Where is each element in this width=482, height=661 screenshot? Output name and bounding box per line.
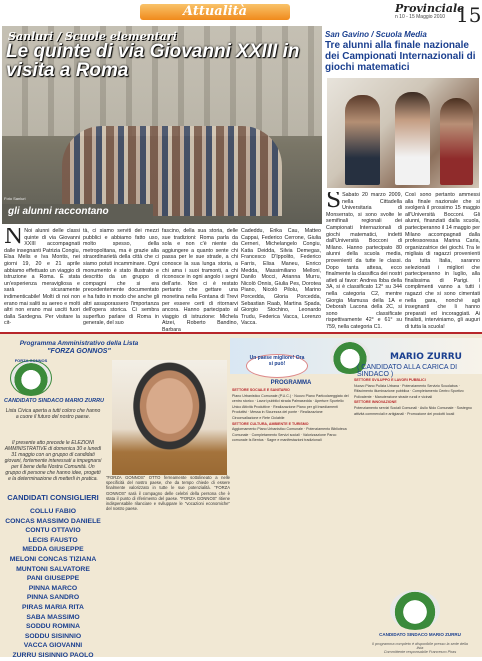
candidate-portrait: [112, 360, 227, 475]
drop-cap: S: [326, 192, 342, 213]
ad-program-title: Programma Amministrativo della Lista: [19, 340, 139, 347]
ad-intro-2: Il presente atto precede le ELEZIONI AMMINISTRATIVE di domenica 30 e lunedì 31 maggio con un gruppo di candidati giovani, fortemente interessati a impegnarsi per il bene della Nostra Comunità. Un gruppo di persone che hanno idee, progetti e la determinazione di metterli in pratica.: [4, 440, 102, 482]
student-figure: [440, 98, 473, 185]
list-item: PINNA MARCO: [28, 584, 78, 592]
slogan-bubble: Un paese migliore! Ora si può!: [246, 354, 308, 378]
list-item: MELONI CONCAS TIZIANA: [9, 555, 97, 563]
student-figure: [395, 92, 430, 185]
article-column-4: Cadeddu, Erika Cau, Matteo Cappai, Federico Cerrone, Giulia Cerneri, Michelangelo Congiu, Katia Deidda, Silvia Demegas, Francesco D'Ippolito, Federico Farris, Elisa Maneu, Enrico Medda, Massimiliano Melloni, Danilo Mocci, Arianna Murru, Nicolò Onnis, Giulia Pes, Dorotea Piano, Nicolò Pilolu, Marino Porcedda, Gloria Porcedda, Sebastian Raab, Martina Spada, Giorgio Stochino, Leonardo Trudu, Federica Vacca, Lorenzo Vacca.: [241, 228, 321, 327]
list-item: PIRAS MARIA RITA: [22, 603, 84, 611]
candidate-subtitle: ( CANDIDATO ALLA CARICA DI SINDACO ): [357, 364, 458, 378]
candidates-heading: CANDIDATI CONSIGLIERI: [7, 493, 99, 502]
article-column-3: fascino, della sua storia, delle sue tradizioni: Roma parla da sola e non c'è niente da aggiungere a quanto sente chi passa per le sue strade, a chi conosce la sua lunga storia, a chi ama i suoi tramonti, a chi riconosce in ogni angolo i segni dell'arte. Non ci è restato pertanto che gettare una monetina nella Fontana di Trevi per essere certi di ritornarvi ancora. Hanno partecipato al viaggio di istruzione: Michela Atzei, Roberto Bandino, Barbara: [162, 228, 238, 332]
ad-list-name: "FORZA GONNOS": [47, 348, 111, 355]
list-item: LECIS FAUSTO: [28, 536, 78, 544]
list-item: COLLU FABIO: [29, 508, 77, 515]
list-item: CONCAS MASSIMO DANIELE: [5, 517, 101, 525]
ad-body-text: "FORZA GONNOS" OTTO ferreamente sottolineato a nelle specificità del nostro paese, che da tempo chiede di essere finalmente valorizzato in tutte le sue potenzialità. "FORZA GONNOS" sarà il compagno delle celebri della persona che è stata il punto di riferimento del paese. "FORZA GONNOS" ritiene indispensabile rilanciare e sviluppare le "vocazioni economiche" del nostro paese.: [106, 475, 230, 512]
article-column-1: N Noi alunni delle classi quinte di via Giovanni XXIII accompagnati dalle insegnanti Patrizia Congiu, Elsa Melis e Iva Montis, nei giorni 19, 20 e 21 aprile abbiamo effettuato un viaggio di istruzione a Roma. È stata un'esperienza meravigliosa e sarà sicuramente indimenticabile! Molti di noi non erano mai saliti su aereo e molti altri non erano mai usciti fuori dalla Sardegna. Per visitare la cit-: [4, 228, 80, 327]
footer-candidate: CANDIDATO SINDACO MARIO ZURRU: [379, 632, 461, 637]
list-item: PINNA SANDRO: [26, 594, 80, 602]
program-list-2: [354, 378, 478, 417]
program-items: Nuovo Piano Pulizia Urbana · Potenziamento Servizio Scuolabus · Rifacimento illuminazione pubblica · Completamento Centro Sportivo Polivalente · Manutenzione strade rurali e vicinali: [354, 383, 464, 399]
right-article-column-2: Così sono pertanto ammessi alla finale nazionale che si svolgerà il prossimo 15 maggio all'Università Bocconi. Gli alunni, finanziati dalla scuola, parteciperanno il 14 maggio per Milano accompagnati dalla professoressa Marina Caria, organizzatrice dei giochi. Tra le migliaia di ragazzi provenienti da tutta Italia, saranno selezionati i migliori che parteciperanno in luglio, alla finalissima di Parigi. I complimenti vanno a tutti i ragazzi che si sono cimentati nella gara, nonché agli insegnanti che li hanno preparati ed incoraggiati. Ai finalisti, interviniamo, gli auguri di tutta la scuola!: [405, 192, 480, 330]
logo-text: FORZA GONNOS: [14, 358, 48, 363]
list-item: SABA MASSIMO: [26, 613, 80, 621]
right-article-title: Tre alunni alla finale nazionale dei Campionati Internazionali di giochi matematici: [325, 40, 476, 73]
photo-caption: gli alunni raccontano: [2, 204, 153, 220]
forza-gonnos-logo: [10, 360, 52, 396]
program-section-title: SETTORE SOCIALE E SANITARIO: [232, 388, 290, 392]
ad-intro: Lista Civica aperta a tutti coloro che hanno a cuore il futuro del nostro paese.: [5, 408, 101, 420]
article-title: Le quinte di via Giovanni XXIII in visita a Roma: [6, 41, 300, 81]
forza-gonnos-logo: [390, 590, 440, 630]
program-items: Aggiornamento Piano Urbanistico Comunale · Potenziamento Biblioteca Comunale · Completamento Servizi sociali · Valorizzazione Parco comunale Is Bentus · Sagre e manifestazioni tradizionali: [232, 427, 347, 443]
program-section-title: SETTORE SVILUPPO E LAVORI PUBBLICI: [354, 378, 426, 382]
student-figure: [345, 95, 380, 185]
footer-note: Il programma completo è disponibile presso la sede della lista Committente responsabile Francesco Piras: [372, 642, 468, 654]
section-title: Attualità: [140, 4, 290, 20]
list-item: MEDDA GIUSEPPE: [22, 546, 84, 554]
photo-credit: Foto Sanluri: [4, 196, 26, 201]
program-section-title: SETTORE INNOVAZIONE: [354, 400, 397, 405]
candidate-name: MARIO ZURRU: [390, 352, 462, 362]
list-item: VACCA GIOVANNI: [23, 642, 83, 650]
program-list-1: [232, 388, 350, 444]
program-heading: PROGRAMMA: [270, 380, 312, 386]
issue-date: n 10 - 15 Maggio 2010: [395, 14, 446, 20]
right-article-column-1: S Sabato 20 marzo 2009, nella Cittadella Universitaria di Monserrato, si sono svolte le semifinali regionali dei Campionati Internazionali di giochi matematici, indetti dall'Università Bocconi di Milano. Hanno partecipato 80 alunni della scuola media, provenienti da tutte le classi. Dopo tanta attesa, ecco finalmente la classifica dei nostri atleti al favor: Andrea Ibba della 3A, si è classificato 12° su 344 nella categoria C2, mentre Giorgia Mamusa della 1A e Deborah Lacona della 2C, si sono classificate rispettivamente 42° e 61° su 759, nella categoria C1.: [326, 192, 402, 330]
list-item: SODDU SISINNIO: [24, 632, 82, 640]
candidate-label: CANDIDATO SINDACO MARIO ZURRU: [4, 398, 105, 404]
list-item: SODDU ROMINA: [26, 623, 80, 631]
drop-cap: N: [4, 228, 24, 249]
article-kicker: Sanluri / Scuole elementari: [8, 30, 177, 43]
program-items: Piano Urbanistico Comunale (P.U.C.) · Nuovo Piano Particolareggiato del centro storico · Lavori pubblici strada Palmasedda · Aperture Sportello Unico Attività Produttive · Realizzazione Piano per gli Insediamenti Produttivi · Messa in Sicurezza del ponte · Realizzazione Circonvallazione e Rete Ciclabile: [232, 393, 349, 420]
article-column-2: tà, ci siamo serviti dei mezzi pubblici e abbiamo fatto uso, molto spesso, della metropolitana, ma è grazie alla straordinarietà della città che ci siamo potuti incamminare. Ogni monumento è stato illustrato e descritto da un gruppo di compagni che si era precedentemente documentato e ha fatto in modo che anche gli altri assaporassero l'importanza dell'opera storica. Ci sembra superfluo parlare di Roma in generale, del suo: [83, 228, 159, 327]
list-item: PANI GIUSEPPE: [26, 575, 80, 583]
program-section-title: SETTORE CULTURA, AMBIENTE E TURISMO: [232, 421, 309, 426]
list-item: ZURRU SISINNIO PAOLO: [12, 651, 94, 659]
right-article-kicker: San Gavino / Scuola Media: [325, 30, 427, 39]
newspaper-name: Provinciale: [395, 2, 465, 15]
page-number: 15: [456, 3, 482, 27]
program-items: Potenziamento servizi Sociali Comunali · Asilo Nido Comunale · Sostegno attività commerciali e artigianali · Promozione dei prodotti locali: [354, 405, 472, 416]
candidates-list: [4, 507, 102, 661]
list-item: MUNTONI SALVATORE: [16, 565, 90, 573]
pupils-group: [62, 126, 282, 216]
list-item: CONTU OTTAVIO: [25, 527, 81, 535]
